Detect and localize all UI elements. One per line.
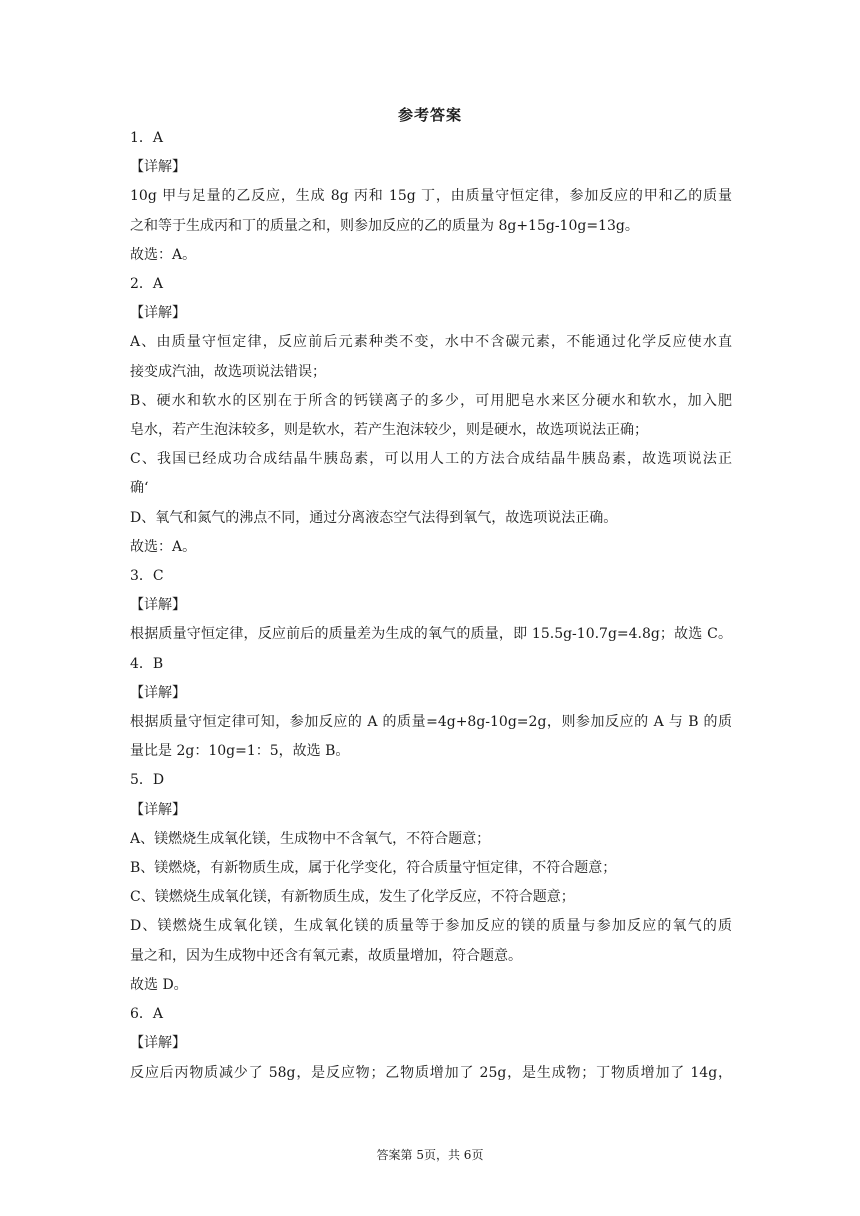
answer-content [130,124,732,1088]
text-line: 【详解】 [130,305,186,322]
text-line: 量比是 2g：10g=1：5，故选 B。 [130,743,350,760]
text-line: B、镁燃烧，有新物质生成，属于化学变化，符合质量守恒定律，不符合题意； [130,860,617,877]
text-line: 之和等于生成丙和丁的质量之和，则参加反应的乙的质量为 8g+15g-10g=13g。 [130,217,639,234]
text-line: 1．A [130,130,164,146]
text-line: 接变成汽油，故选项说法错误； [130,363,326,380]
text-line: 【详解】 [130,597,186,614]
text-line: 量之和，因为生成物中还含有氧元素，故质量增加，符合题意。 [130,947,522,964]
text-line: 确‘ [130,480,149,497]
text-line: 2．A [130,276,164,293]
text-line: C、镁燃烧生成氧化镁，有新物质生成，发生了化学反应，不符合题意； [130,889,575,906]
text-line: D、镁燃烧生成氧化镁，生成氧化镁的质量等于参加反应的镁的质量与参加反应的氧气的质 [130,918,732,935]
text-line: 4．B [130,655,164,672]
text-line: 【详解】 [130,159,186,176]
text-line: A、镁燃烧生成氧化镁，生成物中不含氧气，不符合题意； [130,830,491,847]
text-line: 根据质量守恒定律，反应前后的质量差为生成的氧气的质量，即 15.5g-10.7g=4.8g；故选 C。 [130,626,732,643]
text-line: 故选：A。 [130,538,197,555]
text-line: 【详解】 [130,1035,186,1052]
page-footer: 答案第 5页，共 6页 [376,1148,484,1162]
page-title: 参考答案 [397,106,462,124]
text-line: 反应后丙物质减少了 58g，是反应物；乙物质增加了 25g，是生成物；丁物质增加了 14g， [130,1064,732,1081]
text-line: 【详解】 [130,801,186,818]
text-line: D、氧气和氮气的沸点不同，通过分离液态空气法得到氧气，故选项说法正确。 [130,509,618,526]
text-line: 6．A [130,1006,164,1023]
text-line: C、我国已经成功合成结晶牛胰岛素，可以用人工的方法合成结晶牛胰岛素，故选项说法正 [130,451,732,468]
text-line: 3．C [130,568,164,585]
text-line: B、硬水和软水的区别在于所含的钙镁离子的多少，可用肥皂水来区分硬水和软水，加入肥 [130,392,732,409]
text-line: A、由质量守恒定律，反应前后元素种类不变，水中不含碳元素，不能通过化学反应使水直 [130,334,732,351]
text-line: 根据质量守恒定律可知，参加反应的 A 的质量=4g+8g-10g=2g，则参加反应的 A 与 B 的质 [130,714,732,731]
text-line: 【详解】 [130,684,186,701]
text-line: 10g 甲与足量的乙反应，生成 8g 丙和 15g 丁，由质量守恒定律，参加反应的甲和乙的质量 [130,188,732,205]
text-line: 故选：A。 [130,246,197,263]
text-line: 皂水，若产生泡沫较多，则是软水，若产生泡沫较少，则是硬水，故选项说法正确； [130,422,648,439]
text-line: 5．D [130,772,165,789]
text-line: 故选 D。 [130,976,188,993]
